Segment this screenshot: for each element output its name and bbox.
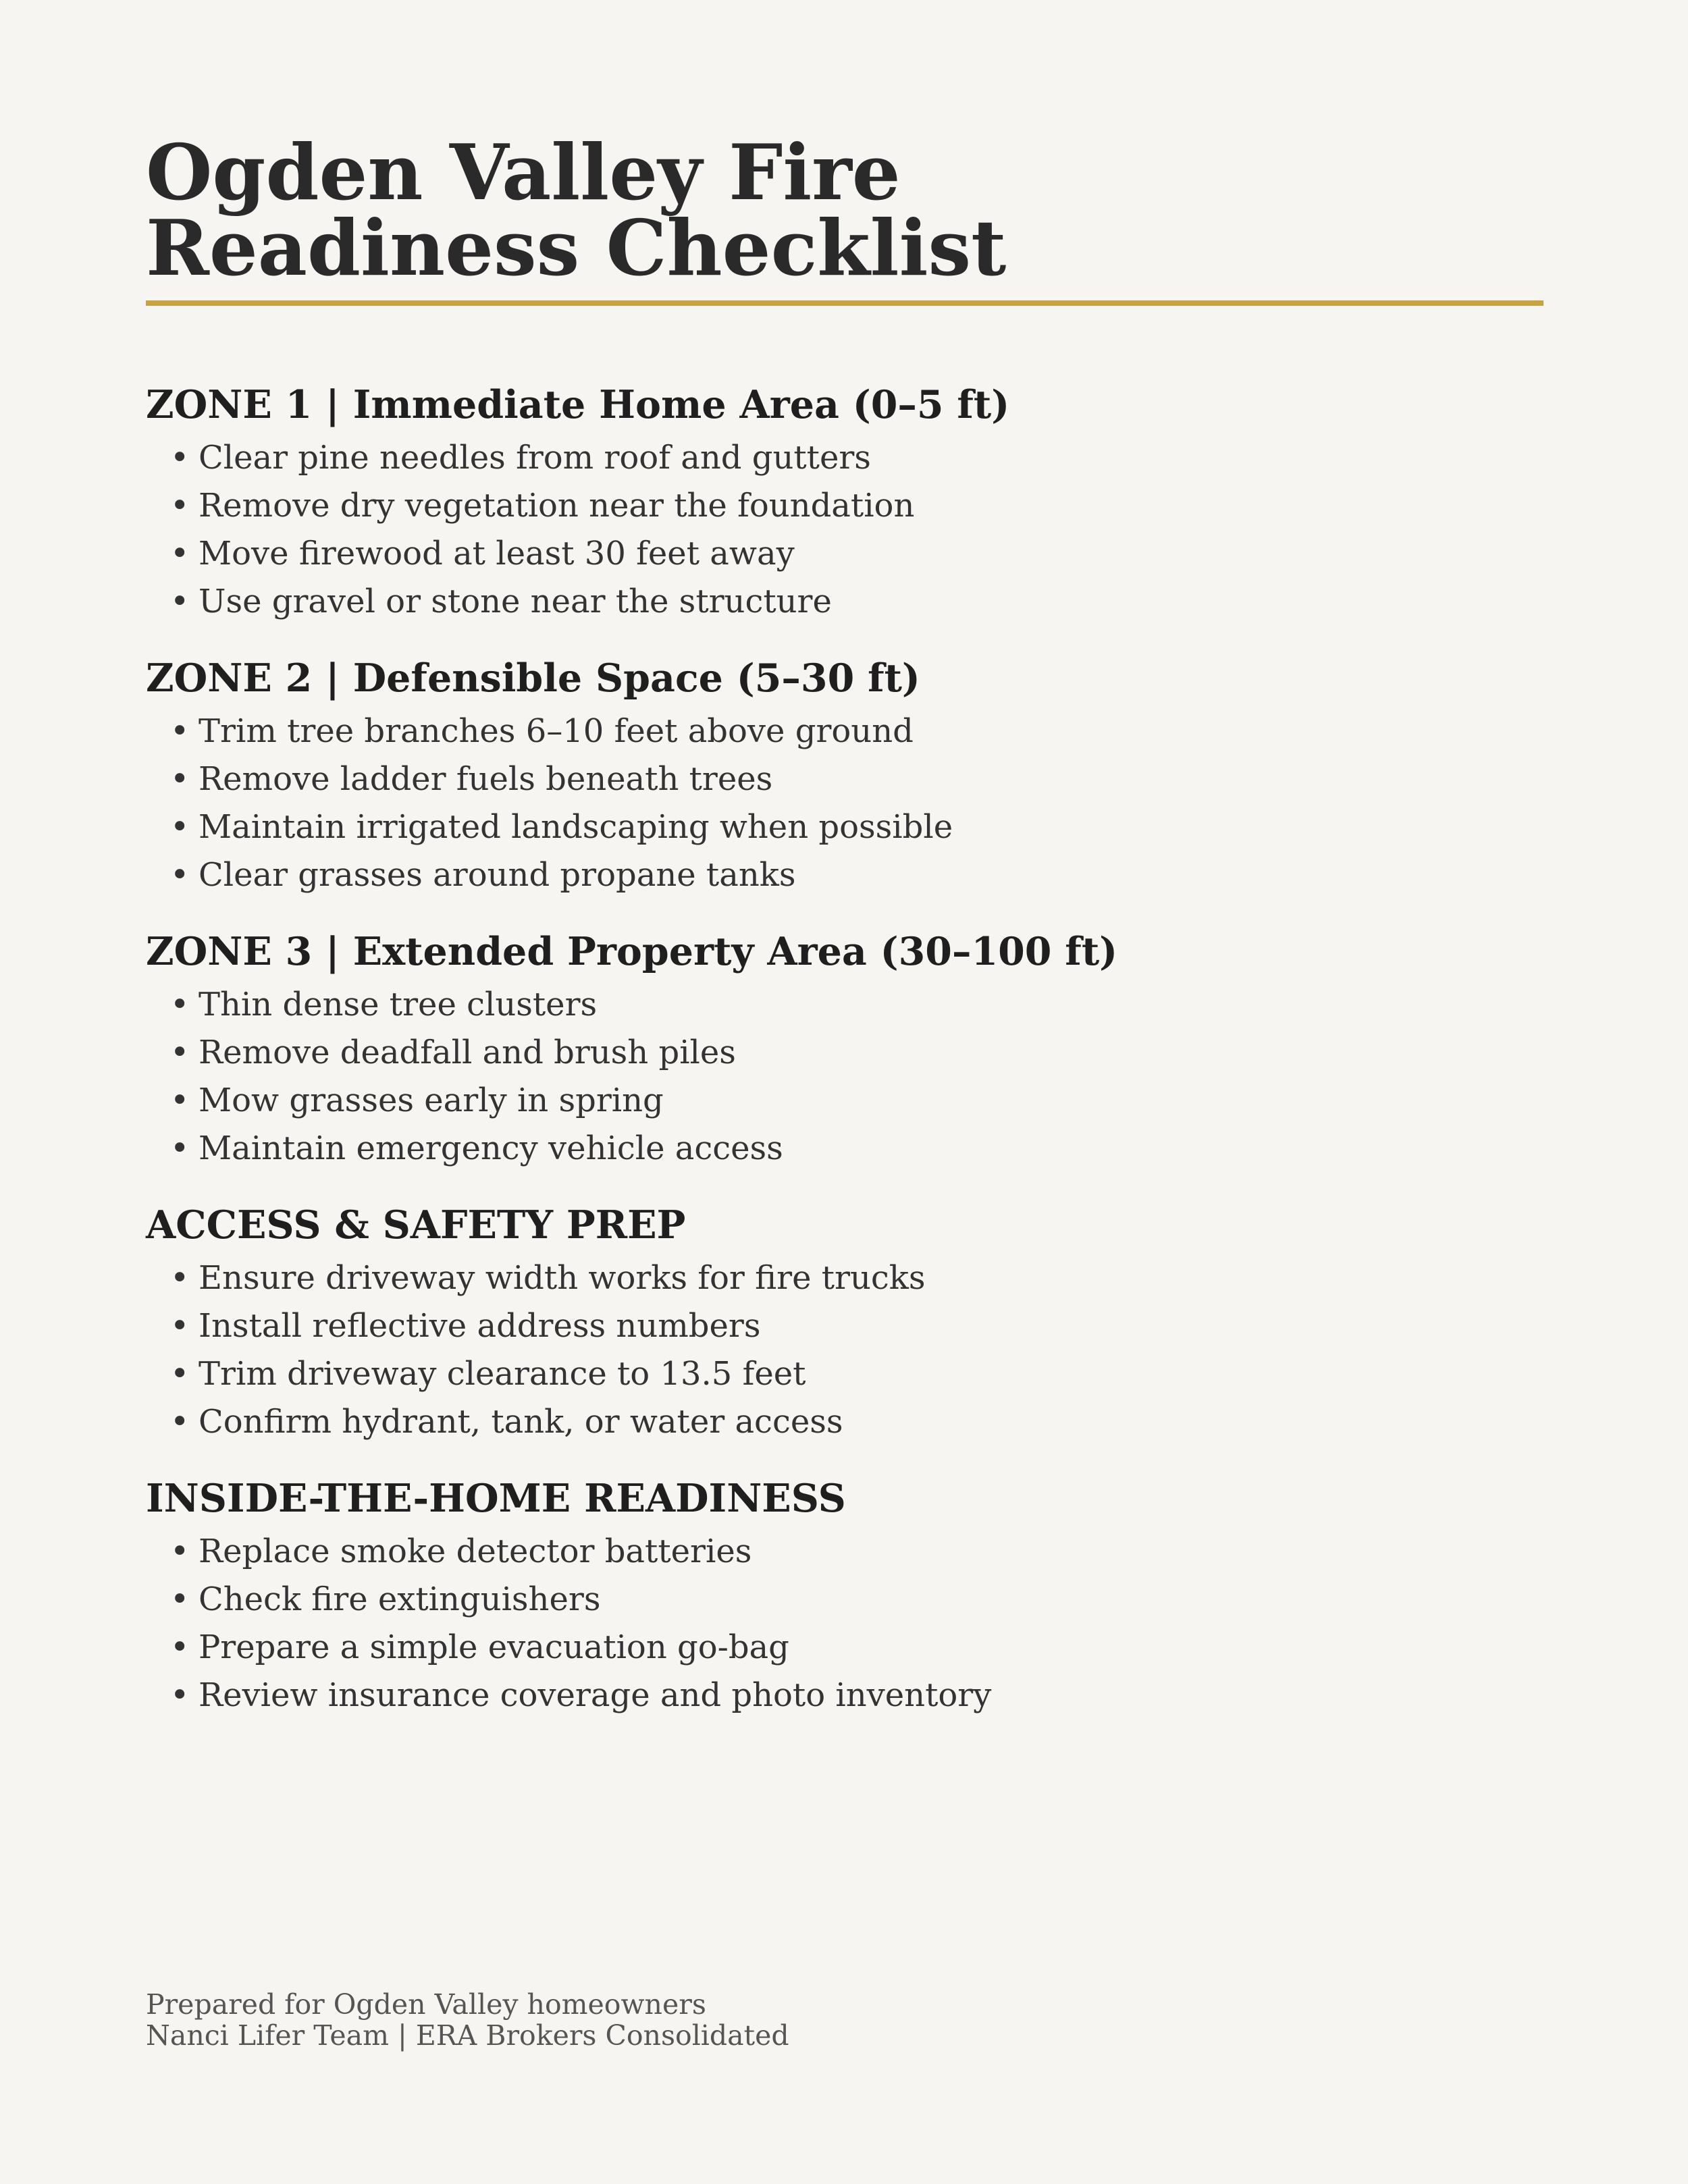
list-item <box>146 1254 1544 1302</box>
bullet-icon: • <box>170 712 190 750</box>
list-item <box>146 482 1544 530</box>
list-item <box>146 1624 1544 1672</box>
item-text: Install reflective address numbers <box>199 1307 761 1345</box>
section-heading: ZONE 3 | Extended Property Area (30–100 ft) <box>146 929 1118 974</box>
list-item <box>146 578 1544 626</box>
list-item <box>146 1302 1544 1350</box>
list-item <box>146 1398 1544 1446</box>
item-text: Trim driveway clearance to 13.5 feet <box>199 1355 806 1393</box>
list-item <box>146 803 1544 851</box>
item-text: Move firewood at least 30 feet away <box>199 535 795 572</box>
bullet-icon: • <box>170 1129 190 1167</box>
bullet-icon: • <box>170 1034 190 1071</box>
bullet-icon: • <box>170 1628 190 1666</box>
page-title <box>146 128 1007 293</box>
list-item <box>146 981 1544 1029</box>
checklist-items <box>146 981 1544 1173</box>
checklist-items <box>146 1528 1544 1720</box>
section-heading: ZONE 2 | Defensible Space (5–30 ft) <box>146 656 920 701</box>
section-zone-1 <box>146 381 1544 626</box>
item-text: Clear grasses around propane tanks <box>199 856 796 894</box>
section-access-safety <box>146 1202 1544 1446</box>
item-text: Prepare a simple evacuation go-bag <box>199 1628 789 1666</box>
list-item <box>146 1077 1544 1125</box>
bullet-icon: • <box>170 1580 190 1618</box>
bullet-icon: • <box>170 535 190 572</box>
list-item <box>146 1576 1544 1624</box>
list-item <box>146 708 1544 755</box>
section-heading: ACCESS & SAFETY PREP <box>146 1202 686 1248</box>
bullet-icon: • <box>170 856 190 894</box>
item-text: Review insurance coverage and photo inventory <box>199 1676 992 1714</box>
bullet-icon: • <box>170 986 190 1023</box>
item-text: Use gravel or stone near the structure <box>199 583 832 620</box>
bullet-icon: • <box>170 1403 190 1441</box>
checklist-items <box>146 434 1544 626</box>
item-text: Ensure driveway width works for fire trucks <box>199 1259 926 1297</box>
list-item <box>146 755 1544 803</box>
item-text: Trim tree branches 6–10 feet above ground <box>199 712 914 750</box>
bullet-icon: • <box>170 760 190 798</box>
title-line-1: Ogden Valley Fire <box>146 128 901 217</box>
checklist-items <box>146 708 1544 899</box>
bullet-icon: • <box>170 808 190 846</box>
item-text: Maintain emergency vehicle access <box>199 1129 783 1167</box>
item-text: Confirm hydrant, tank, or water access <box>199 1403 843 1441</box>
list-item <box>146 1029 1544 1077</box>
bullet-icon: • <box>170 1082 190 1119</box>
section-inside-home <box>146 1475 1544 1720</box>
bullet-icon: • <box>170 439 190 477</box>
checklist-page <box>146 0 1544 2184</box>
item-text: Clear pine needles from roof and gutters <box>199 439 871 477</box>
list-item <box>146 1528 1544 1576</box>
item-text: Mow grasses early in spring <box>199 1082 664 1119</box>
bullet-icon: • <box>170 1355 190 1393</box>
list-item <box>146 851 1544 899</box>
item-text: Check fire extinguishers <box>199 1580 601 1618</box>
title-divider <box>146 300 1544 306</box>
section-zone-2 <box>146 655 1544 899</box>
bullet-icon: • <box>170 583 190 620</box>
list-item <box>146 1125 1544 1173</box>
item-text: Remove ladder fuels beneath trees <box>199 760 773 798</box>
section-zone-3 <box>146 928 1544 1173</box>
checklist-items <box>146 1254 1544 1446</box>
page-footer <box>146 1989 789 2051</box>
item-text: Maintain irrigated landscaping when possible <box>199 808 953 846</box>
section-heading: ZONE 1 | Immediate Home Area (0–5 ft) <box>146 382 1010 427</box>
footer-line-1: Prepared for Ogden Valley homeowners <box>146 1988 706 2021</box>
bullet-icon: • <box>170 1259 190 1297</box>
list-item <box>146 1672 1544 1720</box>
item-text: Replace smoke detector batteries <box>199 1533 752 1570</box>
item-text: Remove dry vegetation near the foundation <box>199 487 915 525</box>
title-line-2: Readiness Checklist <box>146 203 1007 293</box>
list-item <box>146 530 1544 578</box>
bullet-icon: • <box>170 487 190 525</box>
footer-line-2: Nanci Lifer Team | ERA Brokers Consolidated <box>146 2019 789 2052</box>
section-heading: INSIDE-THE-HOME READINESS <box>146 1476 846 1521</box>
list-item <box>146 1350 1544 1398</box>
bullet-icon: • <box>170 1676 190 1714</box>
item-text: Thin dense tree clusters <box>199 986 598 1023</box>
bullet-icon: • <box>170 1533 190 1570</box>
item-text: Remove deadfall and brush piles <box>199 1034 736 1071</box>
list-item <box>146 434 1544 482</box>
bullet-icon: • <box>170 1307 190 1345</box>
